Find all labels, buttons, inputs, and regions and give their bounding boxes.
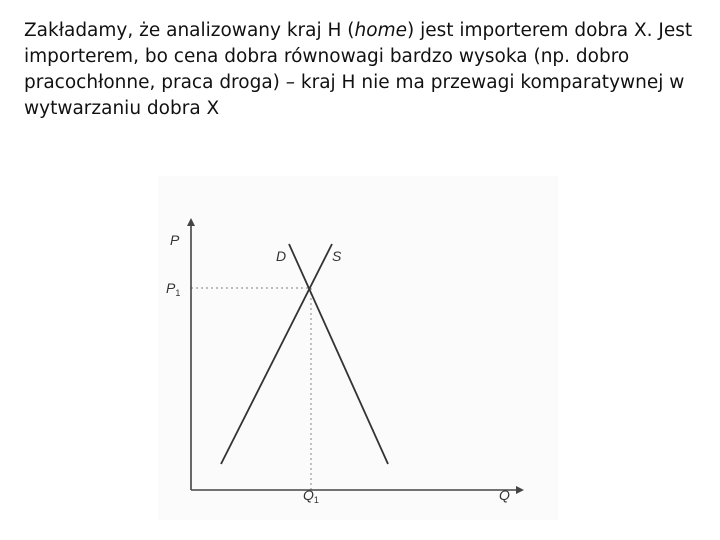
y-axis-label: P bbox=[170, 232, 180, 248]
intro-text-part1: Zakładamy, że analizowany kraj H ( bbox=[24, 20, 355, 41]
quantity-label-subscript: 1 bbox=[313, 495, 319, 505]
price-label-subscript: 1 bbox=[175, 288, 181, 298]
x-axis-label: Q bbox=[499, 487, 510, 503]
demand-curve bbox=[289, 244, 388, 464]
supply-label: S bbox=[332, 248, 342, 264]
supply-curve bbox=[221, 244, 332, 464]
intro-text-part2: ) jest importerem dobra X. Jest importerem, bo cena dobra równowagi bardzo wysoka (np. dobro pracochłonne, praca droga) – kraj H nie ma przewagi komparatywnej w wytwarzaniu dobra X bbox=[24, 20, 693, 119]
diagram-svg bbox=[158, 176, 558, 520]
demand-label: D bbox=[276, 248, 287, 264]
supply-demand-diagram bbox=[158, 176, 558, 520]
price-label bbox=[166, 280, 180, 298]
intro-text-emphasis: home bbox=[354, 20, 407, 41]
intro-paragraph bbox=[24, 18, 704, 122]
price-label-letter: P bbox=[166, 280, 176, 296]
quantity-label-letter: Q bbox=[303, 487, 314, 503]
